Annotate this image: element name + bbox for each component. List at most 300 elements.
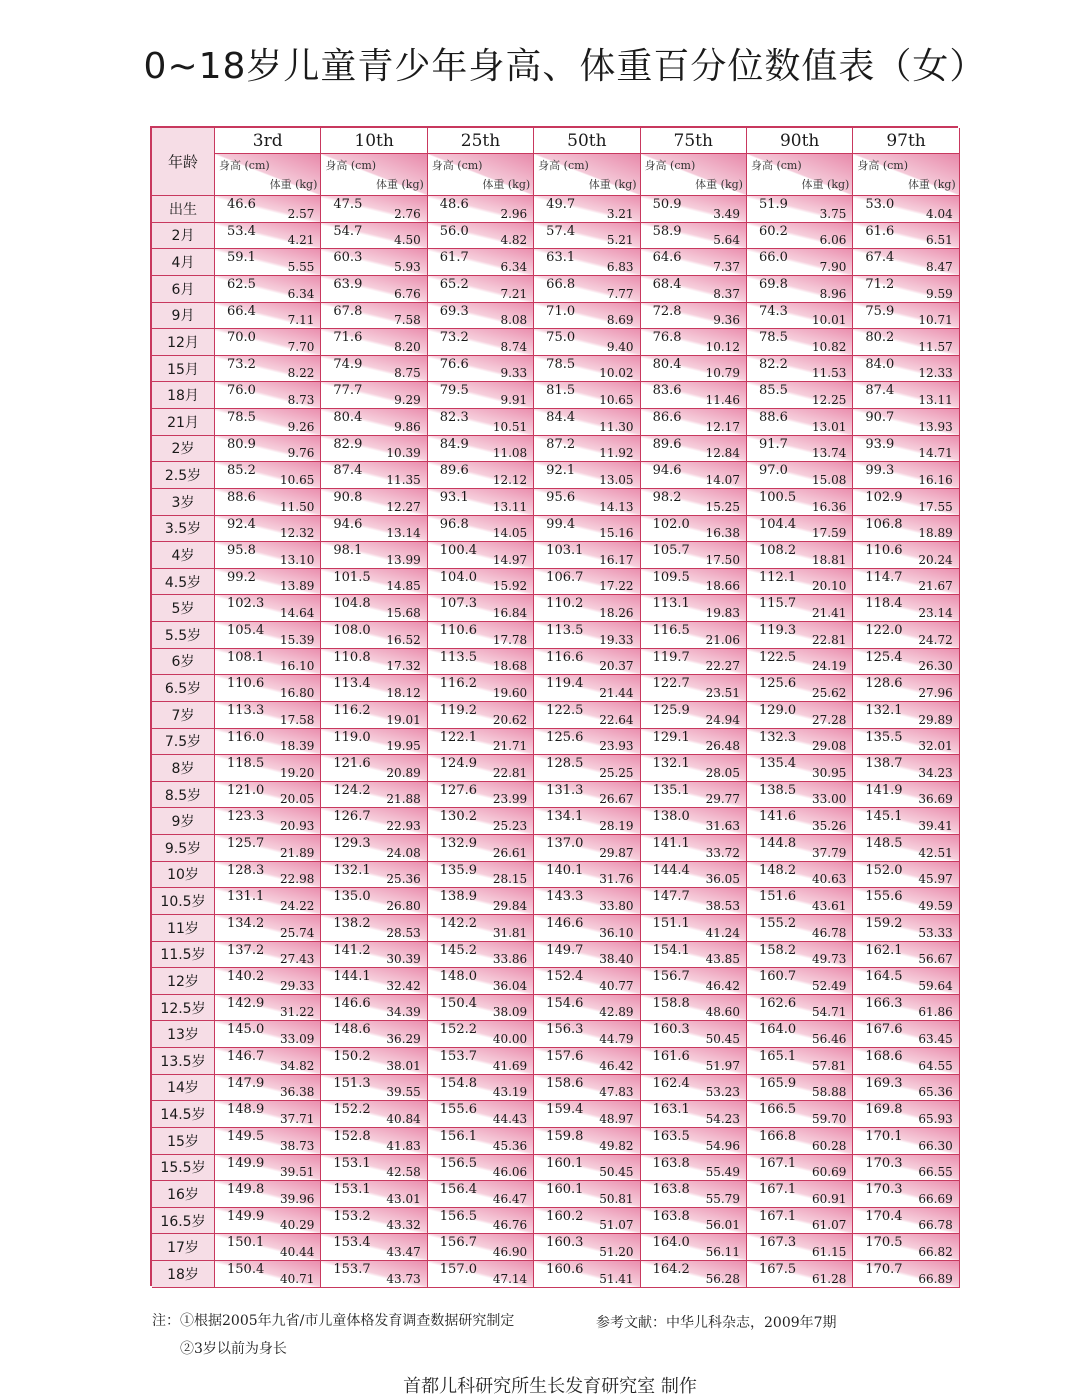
- height-value: 125.7: [227, 836, 265, 851]
- height-value: 91.7: [758, 436, 788, 452]
- height-value: 163.5: [652, 1128, 690, 1144]
- weight-value: 14.85: [386, 579, 421, 594]
- weight-value: 30.95: [811, 765, 847, 780]
- height-value: 115.7: [758, 596, 797, 612]
- height-value: 56.0: [439, 223, 469, 239]
- data-cell: [215, 1208, 321, 1235]
- height-value: 66.4: [227, 303, 256, 319]
- height-value: 142.2: [439, 915, 477, 931]
- height-value: 67.4: [865, 250, 895, 266]
- data-cell: [853, 888, 959, 915]
- height-value: 59.1: [227, 250, 256, 266]
- data-cell: [747, 1261, 853, 1288]
- weight-value: 2.57: [287, 206, 315, 221]
- height-unit-label: 身高 (cm): [219, 159, 270, 172]
- height-value: 170.1: [865, 1128, 903, 1144]
- height-value: 147.7: [652, 889, 690, 905]
- height-value: 150.1: [227, 1235, 265, 1251]
- height-value: 65.2: [439, 276, 469, 292]
- data-cell: [747, 462, 853, 489]
- height-value: 82.9: [333, 436, 363, 452]
- data-cell: [853, 995, 959, 1022]
- height-value: 113.4: [333, 676, 371, 692]
- weight-value: 20.24: [918, 552, 953, 567]
- weight-value: 21.71: [492, 739, 528, 754]
- height-value: 135.1: [652, 782, 690, 798]
- data-cell: [534, 542, 640, 569]
- height-value: 148.6: [333, 1022, 371, 1038]
- data-cell: [641, 1234, 747, 1261]
- height-value: 84.9: [439, 436, 469, 452]
- height-value: 93.9: [865, 436, 895, 452]
- height-value: 89.6: [652, 436, 682, 452]
- weight-value: 15.39: [280, 632, 315, 647]
- data-cell: [641, 1208, 747, 1235]
- data-cell: [215, 409, 321, 436]
- data-cell: [641, 436, 747, 463]
- data-cell: [853, 462, 959, 489]
- weight-value: 21.89: [280, 845, 315, 860]
- weight-value: 46.90: [492, 1245, 528, 1259]
- data-cell: [534, 409, 640, 436]
- data-cell: [215, 649, 321, 676]
- weight-value: 6.76: [394, 286, 421, 301]
- weight-value: 38.53: [705, 898, 740, 913]
- height-value: 53.4: [227, 223, 256, 239]
- data-cell: [321, 462, 427, 489]
- data-cell: [853, 276, 959, 303]
- data-cell: [215, 729, 321, 756]
- weight-value: 5.55: [287, 259, 315, 274]
- height-value: 112.1: [758, 569, 797, 585]
- height-value: 145.0: [227, 1022, 265, 1038]
- height-value: 76.6: [439, 356, 469, 372]
- height-value: 75.9: [865, 303, 895, 319]
- data-cell: [321, 995, 427, 1022]
- data-cell: [534, 915, 640, 942]
- unit-header: [747, 154, 853, 196]
- height-value: 154.1: [652, 942, 690, 958]
- height-value: 116.2: [439, 676, 477, 692]
- data-cell: [428, 1261, 534, 1288]
- weight-value: 8.69: [606, 313, 634, 328]
- weight-value: 34.82: [280, 1058, 315, 1073]
- data-cell: [534, 223, 640, 250]
- height-value: 76.0: [227, 383, 256, 399]
- data-cell: [853, 755, 959, 782]
- height-value: 163.1: [652, 1102, 690, 1118]
- age-label: 9岁: [152, 808, 215, 835]
- data-cell: [428, 303, 534, 330]
- weight-value: 10.51: [492, 419, 528, 434]
- data-cell: [428, 1155, 534, 1182]
- weight-value: 20.93: [280, 819, 315, 833]
- data-cell: [853, 1234, 959, 1261]
- height-value: 167.1: [758, 1182, 797, 1198]
- weight-value: 23.93: [599, 739, 634, 754]
- weight-value: 66.89: [918, 1271, 953, 1286]
- age-label: 2月: [152, 223, 215, 250]
- age-label: 4.5岁: [152, 569, 215, 596]
- weight-value: 16.16: [918, 472, 953, 487]
- data-cell: [321, 382, 427, 409]
- weight-value: 16.84: [492, 606, 528, 620]
- data-cell: [321, 1208, 427, 1235]
- weight-value: 10.39: [386, 446, 421, 461]
- data-cell: [853, 1128, 959, 1155]
- weight-value: 8.75: [394, 366, 421, 381]
- height-value: 61.6: [865, 223, 895, 239]
- data-cell: [853, 303, 959, 330]
- data-cell: [215, 1234, 321, 1261]
- height-value: 108.0: [333, 623, 371, 638]
- height-value: 80.2: [865, 330, 895, 346]
- height-value: 96.8: [439, 516, 469, 532]
- data-cell: [534, 675, 640, 702]
- height-value: 113.3: [227, 702, 265, 718]
- height-value: 144.8: [758, 836, 797, 851]
- weight-value: 22.64: [599, 712, 634, 727]
- height-value: 159.2: [865, 915, 903, 931]
- data-cell: [321, 729, 427, 756]
- data-cell: [321, 1261, 427, 1288]
- height-value: 80.4: [652, 356, 682, 372]
- data-cell: [215, 808, 321, 835]
- age-label: 16岁: [152, 1181, 215, 1208]
- data-cell: [853, 1208, 959, 1235]
- weight-value: 4.21: [287, 233, 315, 248]
- weight-value: 46.76: [492, 1218, 528, 1233]
- data-cell: [321, 196, 427, 223]
- age-label: 15月: [152, 356, 215, 383]
- weight-value: 11.53: [811, 366, 847, 381]
- weight-value: 50.81: [599, 1191, 634, 1206]
- weight-value: 33.72: [705, 845, 740, 860]
- height-value: 159.8: [546, 1128, 584, 1144]
- height-value: 53.0: [865, 197, 895, 212]
- weight-value: 43.01: [386, 1191, 421, 1206]
- height-value: 125.6: [758, 676, 797, 692]
- weight-value: 49.82: [599, 1138, 634, 1153]
- height-value: 78.5: [227, 410, 256, 425]
- weight-value: 11.30: [599, 419, 634, 434]
- weight-value: 40.63: [811, 872, 847, 887]
- weight-value: 11.35: [386, 472, 421, 487]
- data-cell: [853, 516, 959, 543]
- data-cell: [215, 915, 321, 942]
- height-value: 160.3: [546, 1235, 584, 1251]
- weight-value: 19.60: [492, 685, 528, 700]
- data-cell: [321, 1128, 427, 1155]
- weight-value: 65.36: [918, 1085, 953, 1100]
- height-value: 110.6: [439, 623, 477, 638]
- data-cell: [428, 329, 534, 356]
- weight-value: 7.58: [394, 313, 421, 328]
- height-value: 125.6: [546, 729, 584, 745]
- data-cell: [215, 303, 321, 330]
- height-value: 164.2: [652, 1262, 690, 1277]
- height-value: 79.5: [439, 383, 469, 399]
- data-cell: [641, 1181, 747, 1208]
- weight-value: 8.37: [713, 286, 740, 301]
- height-value: 132.9: [439, 836, 477, 851]
- data-cell: [853, 595, 959, 622]
- height-value: 116.5: [652, 623, 690, 638]
- data-cell: [428, 675, 534, 702]
- weight-value: 56.67: [918, 952, 953, 967]
- data-cell: [215, 223, 321, 250]
- height-value: 78.5: [758, 330, 788, 346]
- weight-value: 51.97: [705, 1058, 740, 1073]
- data-cell: [853, 862, 959, 889]
- data-cell: [853, 542, 959, 569]
- height-value: 71.6: [333, 330, 363, 346]
- data-cell: [641, 276, 747, 303]
- weight-value: 45.36: [492, 1138, 528, 1153]
- weight-value: 54.96: [705, 1138, 740, 1153]
- height-value: 156.7: [439, 1235, 477, 1251]
- height-value: 151.3: [333, 1075, 371, 1091]
- height-unit-label: 身高 (cm): [538, 159, 589, 172]
- age-label: 12.5岁: [152, 995, 215, 1022]
- weight-value: 26.30: [918, 659, 953, 674]
- age-label: 9.5岁: [152, 835, 215, 862]
- height-value: 151.6: [758, 889, 797, 905]
- height-value: 95.6: [546, 489, 576, 505]
- height-value: 87.4: [333, 463, 363, 479]
- height-value: 72.8: [652, 303, 682, 319]
- data-cell: [853, 968, 959, 995]
- data-cell: [534, 1101, 640, 1128]
- height-value: 119.7: [652, 649, 690, 665]
- height-value: 104.0: [439, 569, 477, 585]
- height-value: 154.8: [439, 1075, 477, 1091]
- data-cell: [321, 862, 427, 889]
- height-value: 99.2: [227, 569, 256, 585]
- data-cell: [428, 356, 534, 383]
- height-value: 63.9: [333, 276, 363, 292]
- weight-value: 41.69: [492, 1058, 528, 1073]
- weight-value: 10.02: [599, 366, 634, 381]
- data-cell: [641, 1075, 747, 1102]
- height-value: 87.2: [546, 436, 576, 452]
- weight-value: 9.33: [500, 366, 528, 381]
- data-cell: [321, 249, 427, 276]
- unit-header: [321, 154, 427, 196]
- data-cell: [747, 249, 853, 276]
- weight-value: 39.55: [386, 1085, 421, 1100]
- weight-value: 9.59: [926, 286, 953, 301]
- age-label: 10岁: [152, 862, 215, 889]
- weight-unit-label: 体重 (kg): [269, 178, 318, 191]
- weight-value: 9.91: [500, 393, 528, 407]
- weight-value: 66.78: [918, 1218, 953, 1233]
- height-value: 140.2: [227, 969, 265, 985]
- weight-value: 14.71: [918, 446, 953, 461]
- data-cell: [853, 622, 959, 649]
- weight-value: 40.44: [280, 1245, 315, 1259]
- height-unit-label: 身高 (cm): [325, 159, 377, 172]
- height-value: 154.6: [546, 995, 584, 1011]
- height-value: 168.6: [865, 1049, 903, 1064]
- weight-value: 20.05: [280, 792, 315, 807]
- age-label: 5岁: [152, 595, 215, 622]
- height-value: 122.5: [546, 702, 584, 718]
- height-value: 123.3: [227, 809, 265, 825]
- weight-value: 51.41: [599, 1271, 634, 1286]
- data-cell: [534, 1208, 640, 1235]
- height-unit-label: 身高 (cm): [431, 159, 483, 172]
- height-value: 137.2: [227, 942, 265, 958]
- weight-value: 31.22: [280, 1005, 315, 1020]
- height-value: 159.4: [546, 1102, 584, 1118]
- data-cell: [534, 1234, 640, 1261]
- weight-value: 61.15: [811, 1245, 847, 1259]
- data-cell: [321, 329, 427, 356]
- data-cell: [321, 276, 427, 303]
- height-value: 80.4: [333, 410, 363, 425]
- height-value: 135.9: [439, 862, 477, 878]
- data-cell: [215, 569, 321, 596]
- height-value: 124.9: [439, 756, 477, 772]
- data-cell: [641, 995, 747, 1022]
- weight-value: 13.89: [280, 579, 315, 594]
- height-value: 119.3: [758, 623, 797, 638]
- weight-value: 10.71: [918, 313, 953, 328]
- height-value: 100.4: [439, 543, 477, 559]
- data-cell: [641, 542, 747, 569]
- height-value: 87.4: [865, 383, 895, 399]
- weight-value: 18.89: [918, 526, 953, 541]
- age-label: 9月: [152, 303, 215, 330]
- data-cell: [321, 835, 427, 862]
- age-label: 2.5岁: [152, 462, 215, 489]
- height-value: 164.0: [758, 1022, 797, 1038]
- height-value: 61.7: [439, 250, 469, 266]
- weight-value: 28.19: [599, 819, 634, 833]
- height-value: 73.2: [439, 330, 469, 346]
- weight-value: 42.89: [599, 1005, 634, 1020]
- footer-credit: 首都儿科研究所生长发育研究室 制作: [403, 1376, 697, 1397]
- height-value: 169.3: [865, 1075, 903, 1091]
- data-cell: [534, 968, 640, 995]
- data-cell: [747, 1021, 853, 1048]
- weight-value: 46.42: [705, 978, 740, 993]
- weight-value: 34.23: [918, 765, 953, 780]
- weight-value: 36.38: [280, 1085, 315, 1100]
- height-value: 82.3: [439, 410, 469, 425]
- height-value: 83.6: [652, 383, 682, 399]
- weight-value: 36.29: [386, 1032, 421, 1046]
- weight-value: 38.01: [386, 1058, 421, 1073]
- height-value: 99.4: [546, 516, 576, 532]
- data-cell: [428, 409, 534, 436]
- height-value: 69.8: [758, 276, 788, 292]
- height-value: 81.5: [546, 383, 576, 399]
- weight-value: 40.00: [492, 1032, 528, 1046]
- height-value: 119.4: [546, 676, 584, 692]
- weight-value: 17.32: [386, 659, 421, 674]
- height-value: 158.6: [546, 1075, 584, 1091]
- height-value: 84.0: [865, 356, 895, 372]
- data-cell: [428, 1181, 534, 1208]
- page-title: 0~18岁儿童青少年身高、体重百分位数值表（女）: [143, 46, 987, 87]
- height-value: 94.6: [333, 516, 363, 532]
- weight-value: 25.25: [599, 765, 634, 780]
- weight-value: 60.28: [811, 1138, 847, 1153]
- weight-value: 9.26: [287, 419, 315, 434]
- height-value: 152.0: [865, 862, 903, 878]
- weight-value: 25.36: [386, 872, 421, 887]
- data-cell: [215, 196, 321, 223]
- weight-value: 23.14: [918, 606, 953, 620]
- age-label: 13岁: [152, 1021, 215, 1048]
- data-cell: [641, 835, 747, 862]
- age-label: 18岁: [152, 1261, 215, 1288]
- height-value: 132.1: [652, 756, 690, 772]
- weight-value: 2.96: [500, 206, 528, 221]
- height-value: 155.6: [865, 889, 903, 905]
- data-cell: [641, 675, 747, 702]
- weight-value: 25.62: [811, 685, 847, 700]
- age-label: 15.5岁: [152, 1155, 215, 1182]
- data-cell: [747, 516, 853, 543]
- weight-value: 27.28: [811, 712, 847, 727]
- weight-unit-label: 体重 (kg): [695, 178, 743, 191]
- height-value: 128.3: [227, 862, 265, 878]
- height-value: 141.2: [333, 942, 371, 958]
- age-label: 7.5岁: [152, 729, 215, 756]
- height-value: 60.3: [333, 250, 363, 266]
- height-value: 156.4: [439, 1182, 477, 1198]
- weight-value: 61.28: [811, 1271, 847, 1286]
- height-value: 100.5: [758, 489, 797, 505]
- weight-value: 24.19: [811, 659, 847, 674]
- height-value: 138.9: [439, 889, 477, 905]
- data-cell: [534, 782, 640, 809]
- height-value: 128.6: [865, 676, 903, 692]
- data-cell: [641, 1128, 747, 1155]
- data-cell: [534, 1021, 640, 1048]
- data-cell: [215, 382, 321, 409]
- weight-value: 38.40: [599, 952, 634, 967]
- percentile-header: 97th: [853, 128, 959, 154]
- data-cell: [534, 862, 640, 889]
- weight-value: 42.51: [918, 845, 953, 860]
- height-value: 90.8: [333, 489, 363, 505]
- height-value: 58.9: [652, 223, 682, 239]
- age-label: 16.5岁: [152, 1208, 215, 1235]
- data-cell: [747, 968, 853, 995]
- weight-value: 46.42: [599, 1058, 634, 1073]
- data-cell: [747, 409, 853, 436]
- height-value: 131.3: [546, 782, 584, 798]
- weight-value: 61.07: [811, 1218, 847, 1233]
- weight-value: 31.76: [599, 872, 634, 887]
- unit-header: [215, 154, 321, 196]
- unit-header: [853, 154, 959, 196]
- data-cell: [428, 1208, 534, 1235]
- weight-value: 43.73: [386, 1271, 421, 1286]
- weight-value: 51.20: [599, 1245, 634, 1259]
- data-cell: [641, 303, 747, 330]
- weight-value: 60.69: [811, 1165, 847, 1180]
- height-value: 144.4: [652, 862, 690, 878]
- height-value: 142.9: [227, 995, 265, 1011]
- percentile-header: 10th: [321, 128, 427, 154]
- height-value: 138.5: [758, 782, 797, 798]
- data-cell: [747, 1075, 853, 1102]
